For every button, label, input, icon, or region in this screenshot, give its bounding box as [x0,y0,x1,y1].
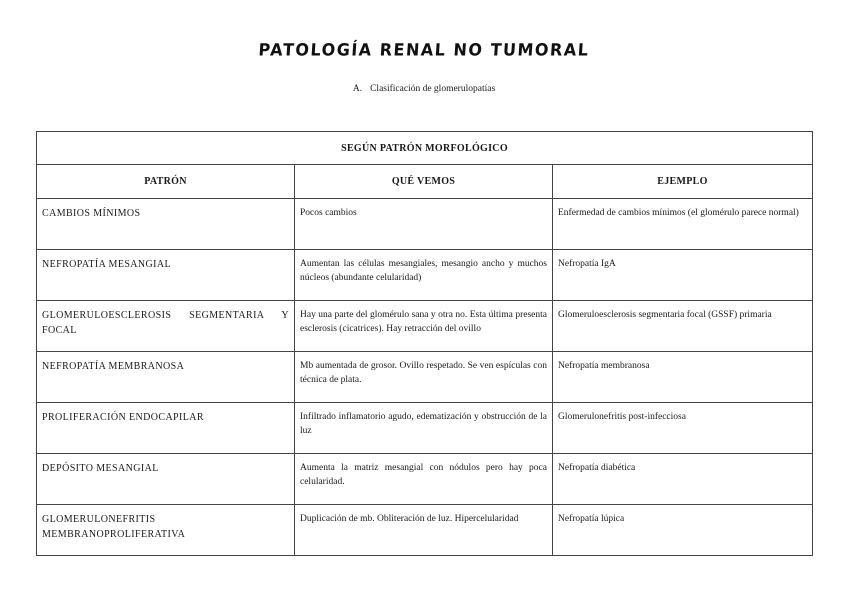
table-row [37,250,813,301]
pattern-cell: PROLIFERACIÓN ENDOCAPILAR [37,403,295,454]
table-row [37,403,813,454]
findings-cell: Infiltrado inflamatorio agudo, edematización y obstrucción de la luz [295,403,553,454]
pattern-cell: GLOMERULONEFRITIS MEMBRANOPROLIFERATIVA [37,505,295,556]
table-row [37,454,813,505]
example-cell: Nefropatía lúpica [553,505,813,556]
table-row [37,199,813,250]
subtitle [0,84,848,94]
pattern-cell: CAMBIOS MÍNIMOS [37,199,295,250]
pattern-cell: NEFROPATÍA MEMBRANOSA [37,352,295,403]
example-cell: Glomeruloesclerosis segmentaria focal (GSSF) primaria [553,301,813,352]
findings-cell: Aumentan las células mesangiales, mesangio ancho y muchos núcleos (abundante celularidad) [295,250,553,301]
subtitle-text: Clasificación de glomerulopatías [370,84,496,94]
findings-cell: Pocos cambios [295,199,553,250]
example-cell: Enfermedad de cambios mínimos (el glomérulo parece normal) [553,199,813,250]
findings-cell: Aumenta la matriz mesangial con nódulos pero hay poca celularidad. [295,454,553,505]
findings-cell: Duplicación de mb. Obliteración de luz. Hipercelularidad [295,505,553,556]
example-cell: Nefropatía membranosa [553,352,813,403]
column-header-pattern: PATRÓN [37,165,295,199]
glomerulopathy-table [36,131,813,556]
pattern-cell: GLOMERULOESCLEROSIS SEGMENTARIA Y FOCAL [37,301,295,352]
column-header-example: EJEMPLO [553,165,813,199]
example-cell: Glomerulonefritis post-infecciosa [553,403,813,454]
findings-cell: Mb aumentada de grosor. Ovillo respetado. Se ven espículas con técnica de plata. [295,352,553,403]
findings-cell: Hay una parte del glomérulo sana y otra no. Esta última presenta esclerosis (cicatrices). Hay retracción del ovillo [295,301,553,352]
page-title: PATOLOGÍA RENAL NO TUMORAL [257,39,591,60]
subtitle-marker: A. [352,84,363,94]
section-header: SEGÚN PATRÓN MORFOLÓGICO [37,132,813,165]
table-row [37,301,813,352]
table-row [37,352,813,403]
table-row [37,505,813,556]
example-cell: Nefropatía diabética [553,454,813,505]
pattern-cell: NEFROPATÍA MESANGIAL [37,250,295,301]
column-header-findings: QUÉ VEMOS [295,165,553,199]
example-cell: Nefropatía IgA [553,250,813,301]
pattern-cell: DEPÓSITO MESANGIAL [37,454,295,505]
